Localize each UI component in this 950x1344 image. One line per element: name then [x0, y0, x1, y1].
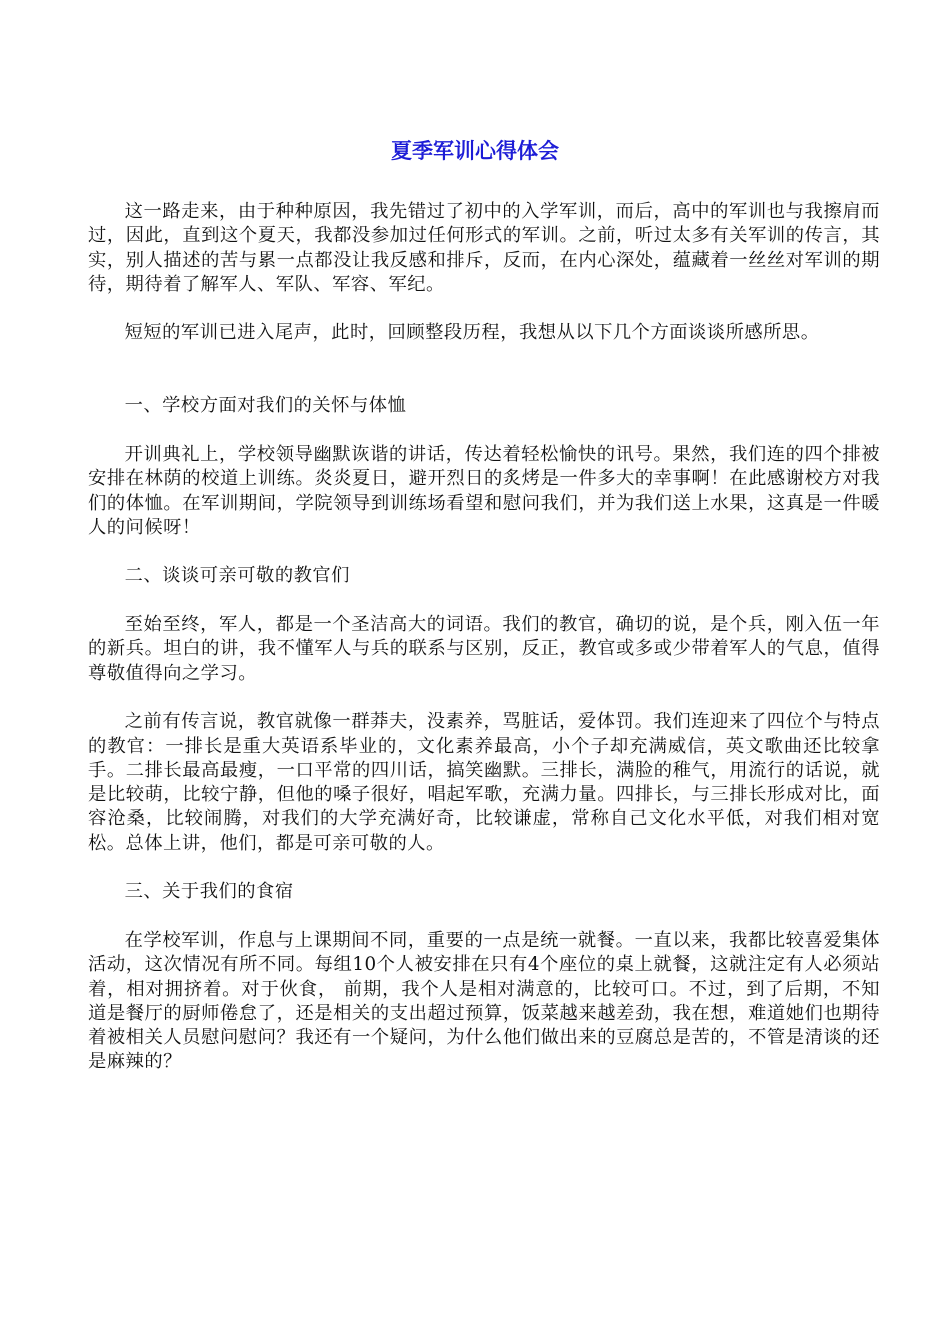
paragraph-school-care: 开训典礼上，学校领导幽默诙谐的讲话，传达着轻松愉快的讯号。果然，我们连的四个排被安排在林荫的校道上训练。炎炎夏日，避开烈日的炙烤是一件多大的幸事啊！在此感谢校方对我们的体恤。在军训期间，学院领导到训练场看望和慰问我们，并为我们送上水果，这真是一件暖人的问候呀！: [88, 443, 880, 538]
section-heading-instructors: 二、谈谈可亲可敬的教官们: [124, 565, 350, 587]
paragraph-overview: 短短的军训已进入尾声，此时，回顾整段历程，我想从以下几个方面谈谈所感所思。: [124, 322, 820, 344]
paragraph-instructors-1: 至始至终，军人，都是一个圣洁高大的词语。我们的教官，确切的说，是个兵，刚入伍一年的新兵。坦白的讲，我不懂军人与兵的联系与区别，反正，教官或多或少带着军人的气息，值得尊敬值得向之学习。: [88, 614, 880, 684]
document-body: [88, 200, 880, 1099]
document-title: 夏季军训心得体会: [391, 139, 559, 163]
section-heading-school-care: 一、学校方面对我们的关怀与体恤: [124, 395, 407, 417]
section-heading-food-lodging: 三、关于我们的食宿: [124, 881, 294, 903]
blank-line: [88, 370, 880, 394]
paragraph-intro: 这一路走来，由于种种原因，我先错过了初中的入学军训，而后，高中的军训也与我擦肩而过，因此，直到这个夏天，我都没参加过任何形式的军训。之前，听过太多有关军训的传言，其实，别人描述的苦与累一点都没让我反感和排斥，反而，在内心深处，蕴藏着一丝丝对军训的期待，期待着了解军人、军队、军容、军纪。: [88, 201, 880, 295]
paragraph-instructors-2: 之前有传言说，教官就像一群莽夫，没素养，骂脏话，爱体罚。我们连迎来了四位个与特点的教官：一排长是重大英语系毕业的，文化素养最高，小个子却充满威信，英文歌曲还比较拿手。二排长最高最瘦，一口平常的四川话，搞笑幽默。三排长，满脸的稚气，用流行的话说，就是比较萌，比较宁静，但他的嗓子很好，唱起军歌，充满力量。四排长，与三排长形成对比，面容沧桑，比较闹腾，对我们的大学充满好奇，比较谦虚，常称自己文化水平低，对我们相对宽松。总体上讲，他们，都是可亲可敬的人。: [88, 711, 880, 854]
paragraph-food-lodging: 在学校军训，作息与上课期间不同，重要的一点是统一就餐。一直以来，我都比较喜爱集体活动，这次情况有所不同。每组10个人被安排在只有4个座位的桌上就餐，这就注定有人必须站着，相对拥挤着。对于伙食， 前期，我个人是相对满意的，比较可口。不过，到了后期，不知道是餐厅的厨师倦怠了，还是相关的支出超过预算，饭菜越来越差劲，我在想，难道她们也期待着被相关人员慰问慰问？我还有一个疑问，为什么他们做出来的豆腐总是苦的，不管是清谈的还是麻辣的？: [88, 929, 880, 1073]
